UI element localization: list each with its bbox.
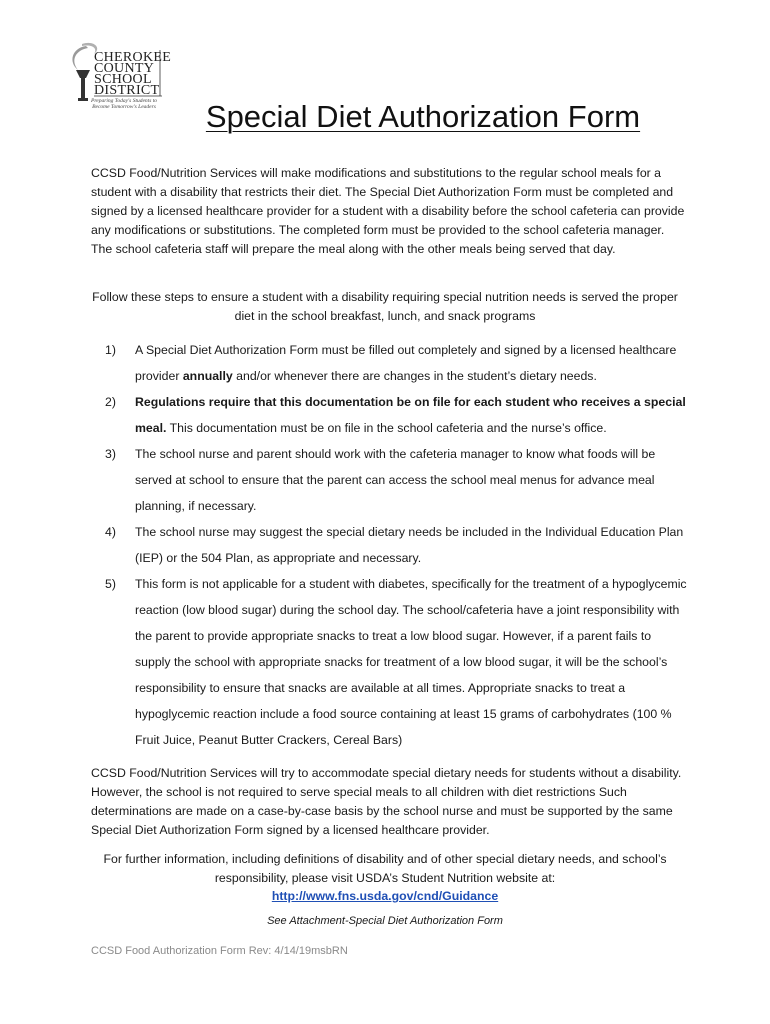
step-item: 5) This form is not applicable for a student with diabetes, specifically for the treatment of a hypoglycemic reaction (low blood sugar) during the school day. The school/cafeteria have a joint responsibility with the parent to provide appropriate snacks to treat a low blood sugar. However, if a parent fails to supply the school with appropriate snacks for treatment of a low blood sugar, it will be the school’s responsibility to ensure that snacks are available at all times. Appropriate snacks to treat a hypoglycemic reaction include a food source containing at least 15 grams of carbohydrates (100 % Fruit Juice, Peanut Butter Crackers, Cereal Bars)	[105, 577, 687, 747]
step-item: 4) The school nurse may suggest the special dietary needs be included in the Individual Education Plan (IEP) or the 504 Plan, as appropriate and necessary.	[105, 525, 684, 565]
step-item: 3) The school nurse and parent should work with the cafeteria manager to know what foods will be served at school to ensure that the parent can access the school meal menus for advance meal planning, if necessary.	[105, 447, 656, 513]
logo-tagline: Preparing Today's Students to Become Tomorrow's Leaders	[90, 98, 157, 110]
attachment-note: See Attachment-Special Diet Authorization Form	[267, 915, 503, 927]
intro-paragraph: CCSD Food/Nutrition Services will make modifications and substitutions to the regular school meals for a student with a disability that restricts their diet. The Special Diet Authorization Form must be completed and signed by a licensed healthcare provider for a student with a disability before the school cafeteria can provide any modifications or substitutions. The completed form must be provided to the school cafeteria manager. The school cafeteria staff will prepare the meal along with the other meals being served that day.	[91, 166, 685, 256]
step-item: 2) Regulations require that this documentation be on file for each student who receives a special meal. This documentation must be on file in the school cafeteria and the nurse’s office.	[105, 395, 686, 435]
page-title: Special Diet Authorization Form	[205, 99, 641, 134]
closing-paragraph: CCSD Food/Nutrition Services will try to accommodate special dietary needs for students without a disability. However, the school is not required to serve special meals to all children with diet restrictions Such determinations are made on a case-by-case basis by the school nurse and must be supported by the same Special Diet Authorization Form signed by a licensed healthcare provider.	[91, 766, 682, 837]
page-footer: CCSD Food Authorization Form Rev: 4/14/19msbRN	[91, 945, 348, 957]
step-item: 1) A Special Diet Authorization Form must be filled out completely and signed by a licensed healthcare provider annually and/or whenever there are changes in the student’s dietary needs.	[105, 343, 677, 383]
usda-guidance-link[interactable]: http://www.fns.usda.gov/cnd/Guidance	[271, 889, 499, 903]
logo-wordmark: CHEROKEE COUNTY SCHOOL DISTRICT	[94, 50, 172, 98]
steps-list	[105, 337, 690, 753]
further-info-text: For further information, including definitions of disability and of other special dietary needs, and school’s responsibility, please visit USDA’s Student Nutrition website at:	[103, 852, 667, 885]
further-info-paragraph	[82, 850, 688, 906]
steps-lead-paragraph: Follow these steps to ensure a student with a disability requiring special nutrition needs is served the proper diet in the school breakfast, lunch, and snack programs	[92, 290, 678, 323]
